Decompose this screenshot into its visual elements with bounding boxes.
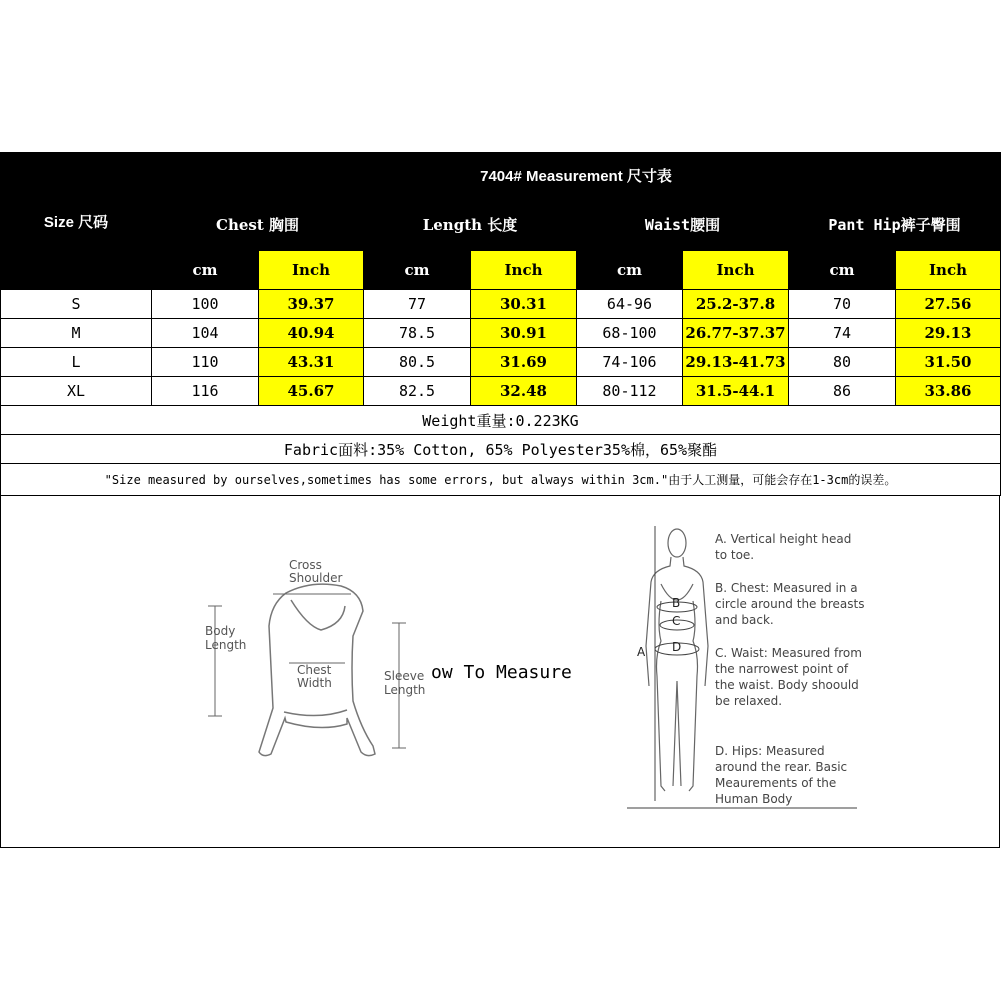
chest-cm: 110 [152, 348, 259, 377]
hip-inch: 31.50 [896, 348, 1001, 377]
length-cm: 78.5 [364, 319, 471, 348]
waist-inch: 25.2-37.8 [683, 290, 789, 319]
size-cell: S [1, 290, 152, 319]
chest-inch: 43.31 [259, 348, 364, 377]
disclaimer-note: "Size measured by ourselves,sometimes has some errors, but always within 3cm."由于人工测量，可能会存在1-3cm的误差。 [1, 464, 1001, 496]
hip-cm: 70 [789, 290, 896, 319]
hip-cm: 86 [789, 377, 896, 406]
size-cell: L [1, 348, 152, 377]
length-inch: 31.69 [471, 348, 577, 377]
length-cm: 80.5 [364, 348, 471, 377]
waist-cm: 68-100 [577, 319, 683, 348]
length-cm: 82.5 [364, 377, 471, 406]
unit-inch: Inch [683, 251, 789, 290]
chest-inch: 39.37 [259, 290, 364, 319]
label-chest: Chest [297, 663, 332, 677]
hip-inch: 33.86 [896, 377, 1001, 406]
legend-b: B. Chest: Measured in a circle around the breasts and back. [715, 581, 865, 627]
group-chest: Chest 胸围 [152, 199, 364, 251]
group-pant-hip: Pant Hip裤子臀围 [789, 199, 1001, 251]
hip-cm: 74 [789, 319, 896, 348]
unit-inch: Inch [471, 251, 577, 290]
unit-inch: Inch [259, 251, 364, 290]
how-to-measure-heading: ow To Measure [431, 662, 572, 683]
label-body-length: Length [205, 638, 247, 652]
legend-d: D. Hips: Measured around the rear. Basic Meaurements of the Human Body [715, 744, 848, 806]
length-cm: 77 [364, 290, 471, 319]
letter-c: C [672, 614, 681, 628]
label-body: Body [205, 624, 236, 638]
table-row [1, 377, 1001, 406]
fabric-note: Fabric面料:35% Cotton, 65% Polyester35%棉，65%聚酯 [1, 435, 1001, 464]
letter-b: B [672, 596, 681, 610]
chest-inch: 45.67 [259, 377, 364, 406]
size-table [0, 152, 1001, 496]
waist-inch: 31.5-44.1 [683, 377, 789, 406]
length-inch: 30.91 [471, 319, 577, 348]
label-shoulder: Shoulder [289, 571, 343, 585]
letter-d: D [672, 640, 682, 654]
waist-cm: 74-106 [577, 348, 683, 377]
unit-cm: cm [152, 251, 259, 290]
size-cell: M [1, 319, 152, 348]
hip-cm: 80 [789, 348, 896, 377]
table-row [1, 319, 1001, 348]
size-cell: XL [1, 377, 152, 406]
waist-inch: 29.13-41.73 [683, 348, 789, 377]
size-chart [0, 152, 1000, 496]
label-width: Width [297, 676, 332, 690]
chest-inch: 40.94 [259, 319, 364, 348]
legend-a: A. Vertical height head to toe. [715, 532, 852, 562]
chest-cm: 116 [152, 377, 259, 406]
unit-cm: cm [577, 251, 683, 290]
unit-cm: cm [364, 251, 471, 290]
chest-cm: 100 [152, 290, 259, 319]
hip-inch: 29.13 [896, 319, 1001, 348]
group-waist: Waist腰围 [577, 199, 789, 251]
table-row [1, 348, 1001, 377]
unit-cm: cm [789, 251, 896, 290]
waist-cm: 64-96 [577, 290, 683, 319]
length-inch: 32.48 [471, 377, 577, 406]
label-sleeve-length: Length [384, 683, 426, 697]
legend-c: C. Waist: Measured from the narrowest point of the waist. Body shoould be relaxed. [715, 646, 862, 708]
weight-note: Weight重量:0.223KG [1, 406, 1001, 435]
size-header: Size 尺码 [1, 153, 152, 290]
waist-cm: 80-112 [577, 377, 683, 406]
hip-inch: 27.56 [896, 290, 1001, 319]
measure-illustration [0, 496, 1000, 848]
group-length: Length 长度 [364, 199, 577, 251]
table-title: 7404# Measurement 尺寸表 [152, 153, 1001, 199]
label-sleeve: Sleeve [384, 669, 425, 683]
unit-inch: Inch [896, 251, 1001, 290]
waist-inch: 26.77-37.37 [683, 319, 789, 348]
label-cross: Cross [289, 558, 322, 572]
length-inch: 30.31 [471, 290, 577, 319]
letter-a: A [637, 645, 646, 659]
table-row [1, 290, 1001, 319]
chest-cm: 104 [152, 319, 259, 348]
body-measure-loops [655, 526, 699, 801]
